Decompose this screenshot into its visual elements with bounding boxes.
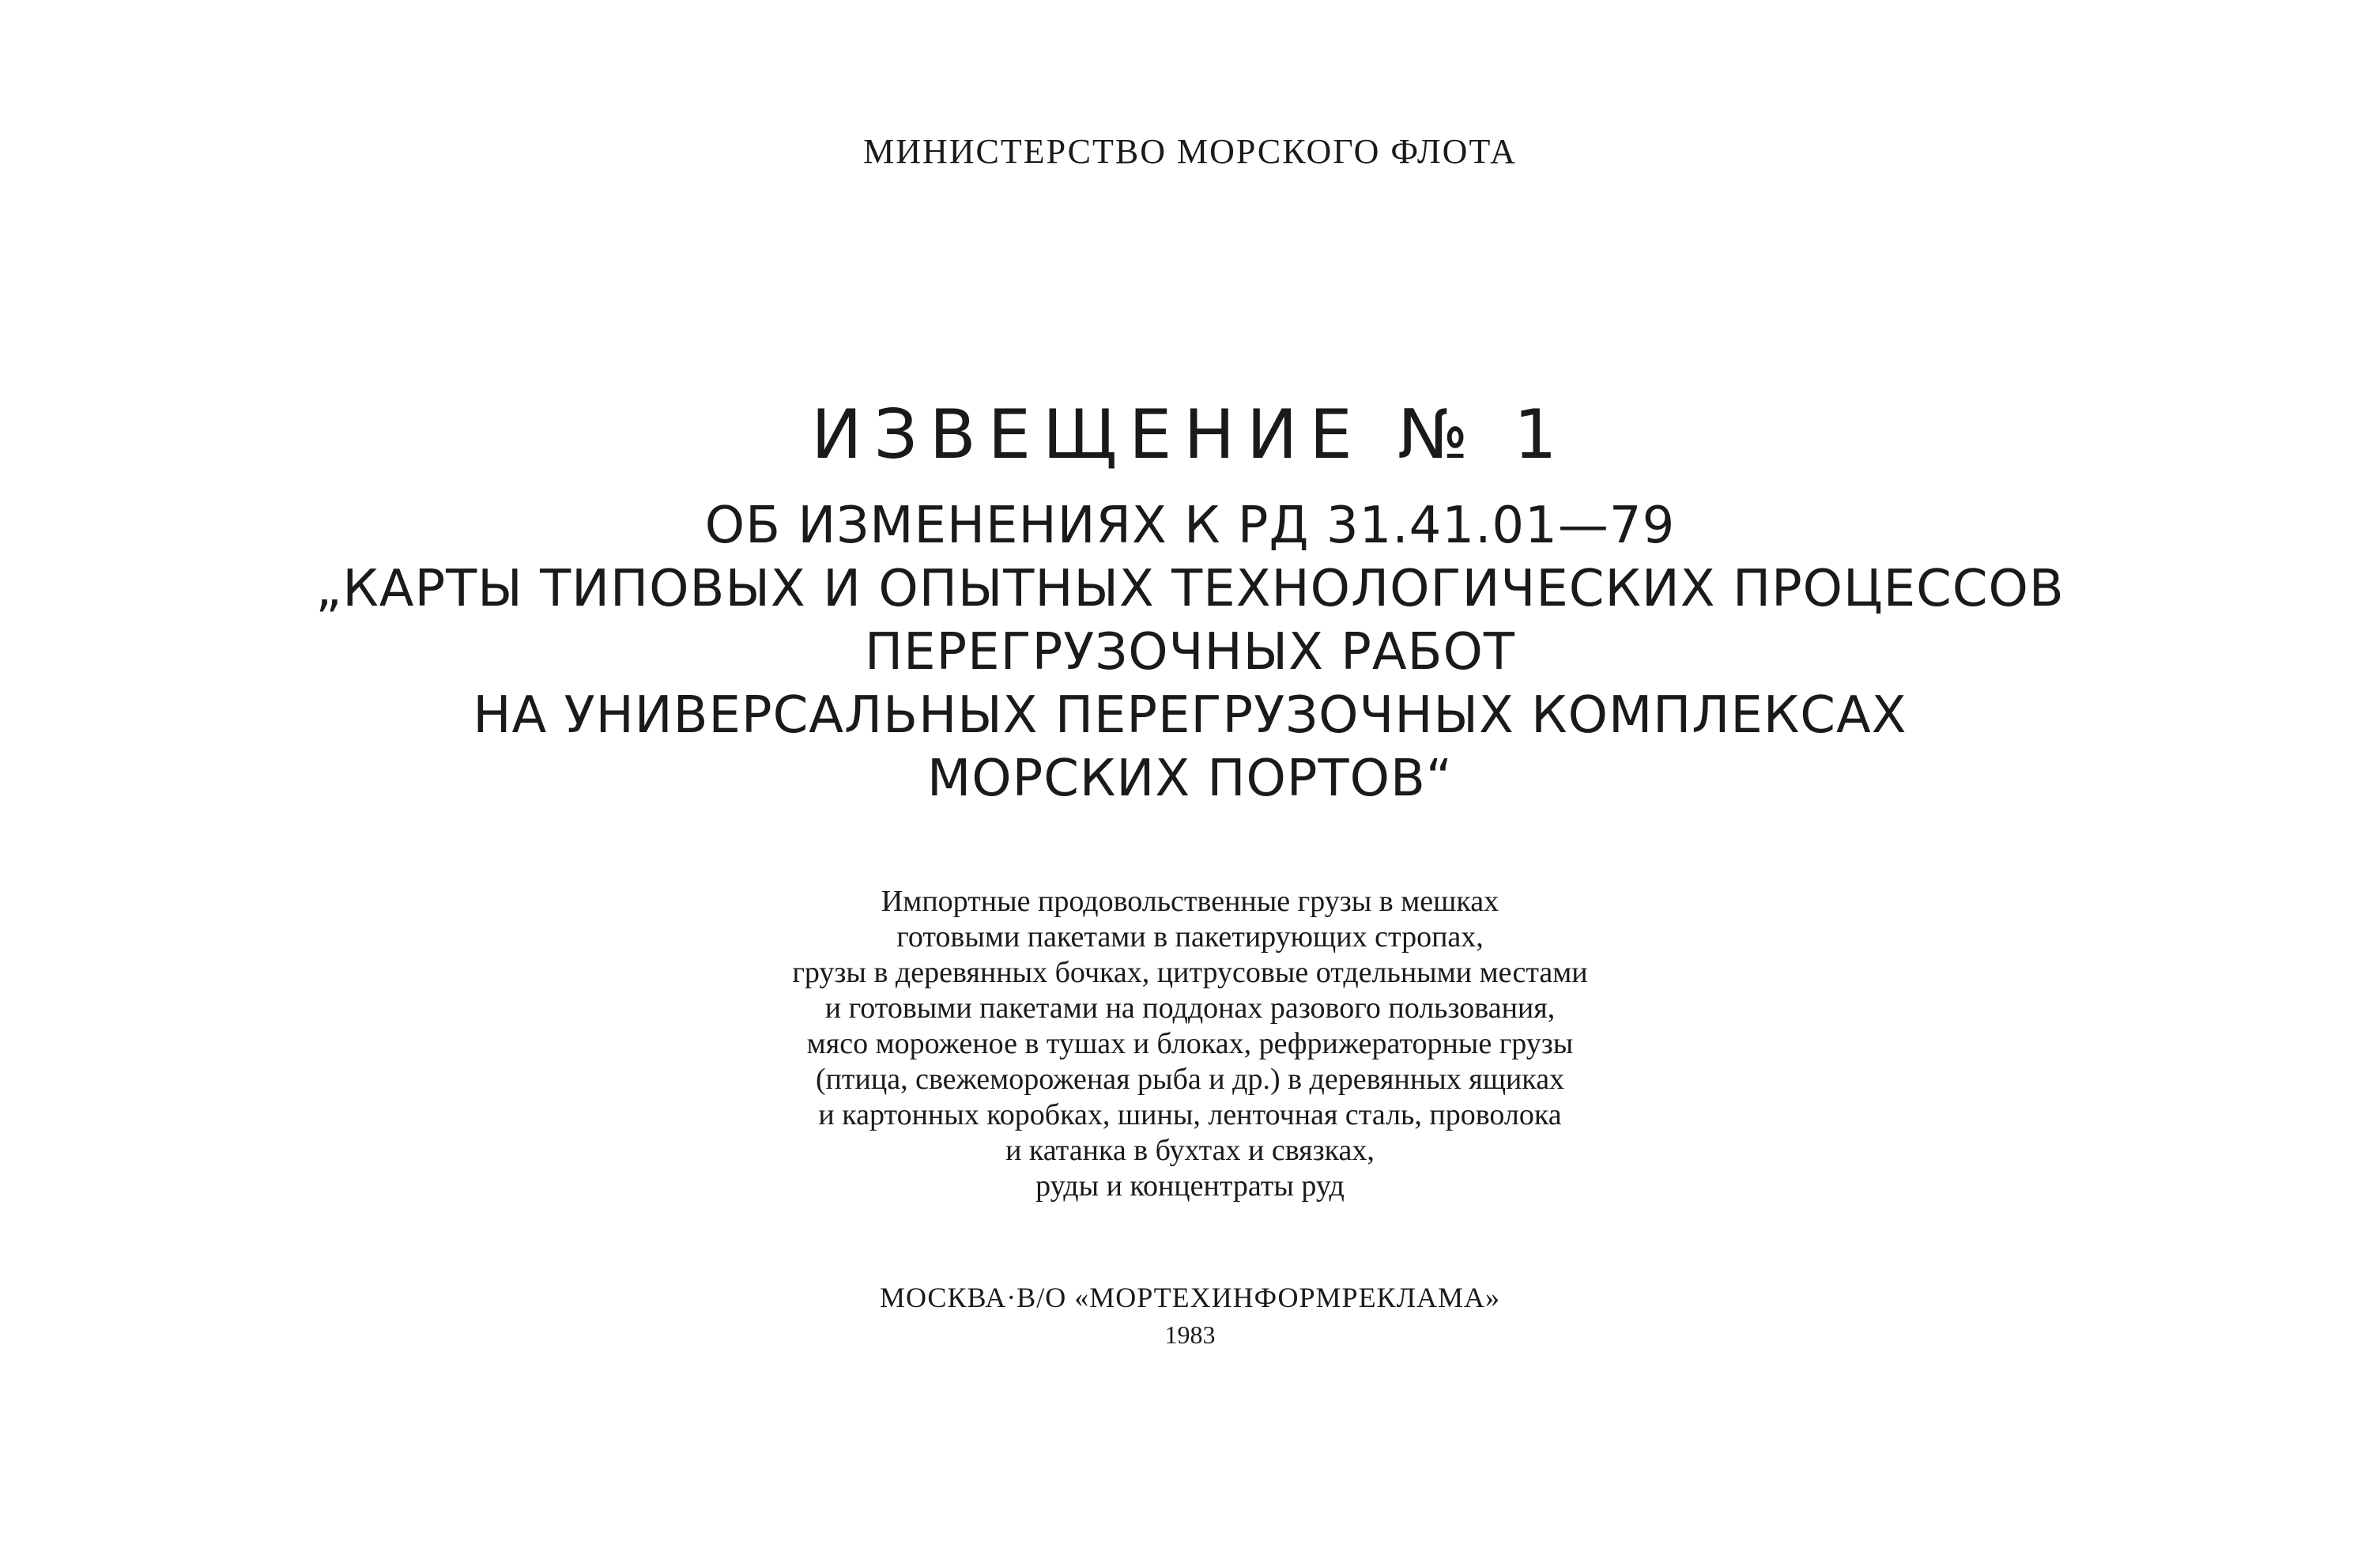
publication-year: 1983 <box>1164 1320 1216 1349</box>
description-line: готовыми пакетами в пакетирующих стропах, <box>896 920 1484 954</box>
ministry-header: МИНИСТЕРСТВО МОРСКОГО ФЛОТА <box>863 132 1517 171</box>
description-line: Импортные продовольственные грузы в мешках <box>881 885 1499 918</box>
description-line: грузы в деревянных бочках, цитрусовые отдельными местами <box>792 956 1588 989</box>
title-line: ПЕРЕГРУЗОЧНЫХ РАБОТ <box>864 623 1516 682</box>
description-line: руды и концентраты руд <box>1035 1169 1345 1203</box>
description-line: (птица, свежемороженая рыба и др.) в деревянных ящиках <box>815 1063 1565 1096</box>
description-line: и катанка в бухтах и связках, <box>1005 1134 1375 1167</box>
title-line: „КАРТЫ ТИПОВЫХ И ОПЫТНЫХ ТЕХНОЛОГИЧЕСКИХ ПРОЦЕССОВ <box>315 560 2065 618</box>
description-line: и картонных коробках, шины, ленточная сталь, проволока <box>818 1098 1562 1131</box>
description-line: и готовыми пакетами на поддонах разового пользования, <box>824 991 1556 1025</box>
title-line: ОБ ИЗМЕНЕНИЯХ К РД 31.41.01—79 <box>704 497 1676 555</box>
title-line: НА УНИВЕРСАЛЬНЫХ ПЕРЕГРУЗОЧНЫХ КОМПЛЕКСАХ <box>473 686 1907 745</box>
notice-title: ИЗВЕЩЕНИЕ № 1 <box>811 395 1569 474</box>
publisher-imprint: МОСКВА·В/О «МОРТЕХИНФОРМРЕКЛАМА» <box>879 1282 1500 1313</box>
title-line: МОРСКИХ ПОРТОВ“ <box>927 750 1453 808</box>
description-line: мясо мороженое в тушах и блоках, рефрижераторные грузы <box>806 1027 1574 1060</box>
